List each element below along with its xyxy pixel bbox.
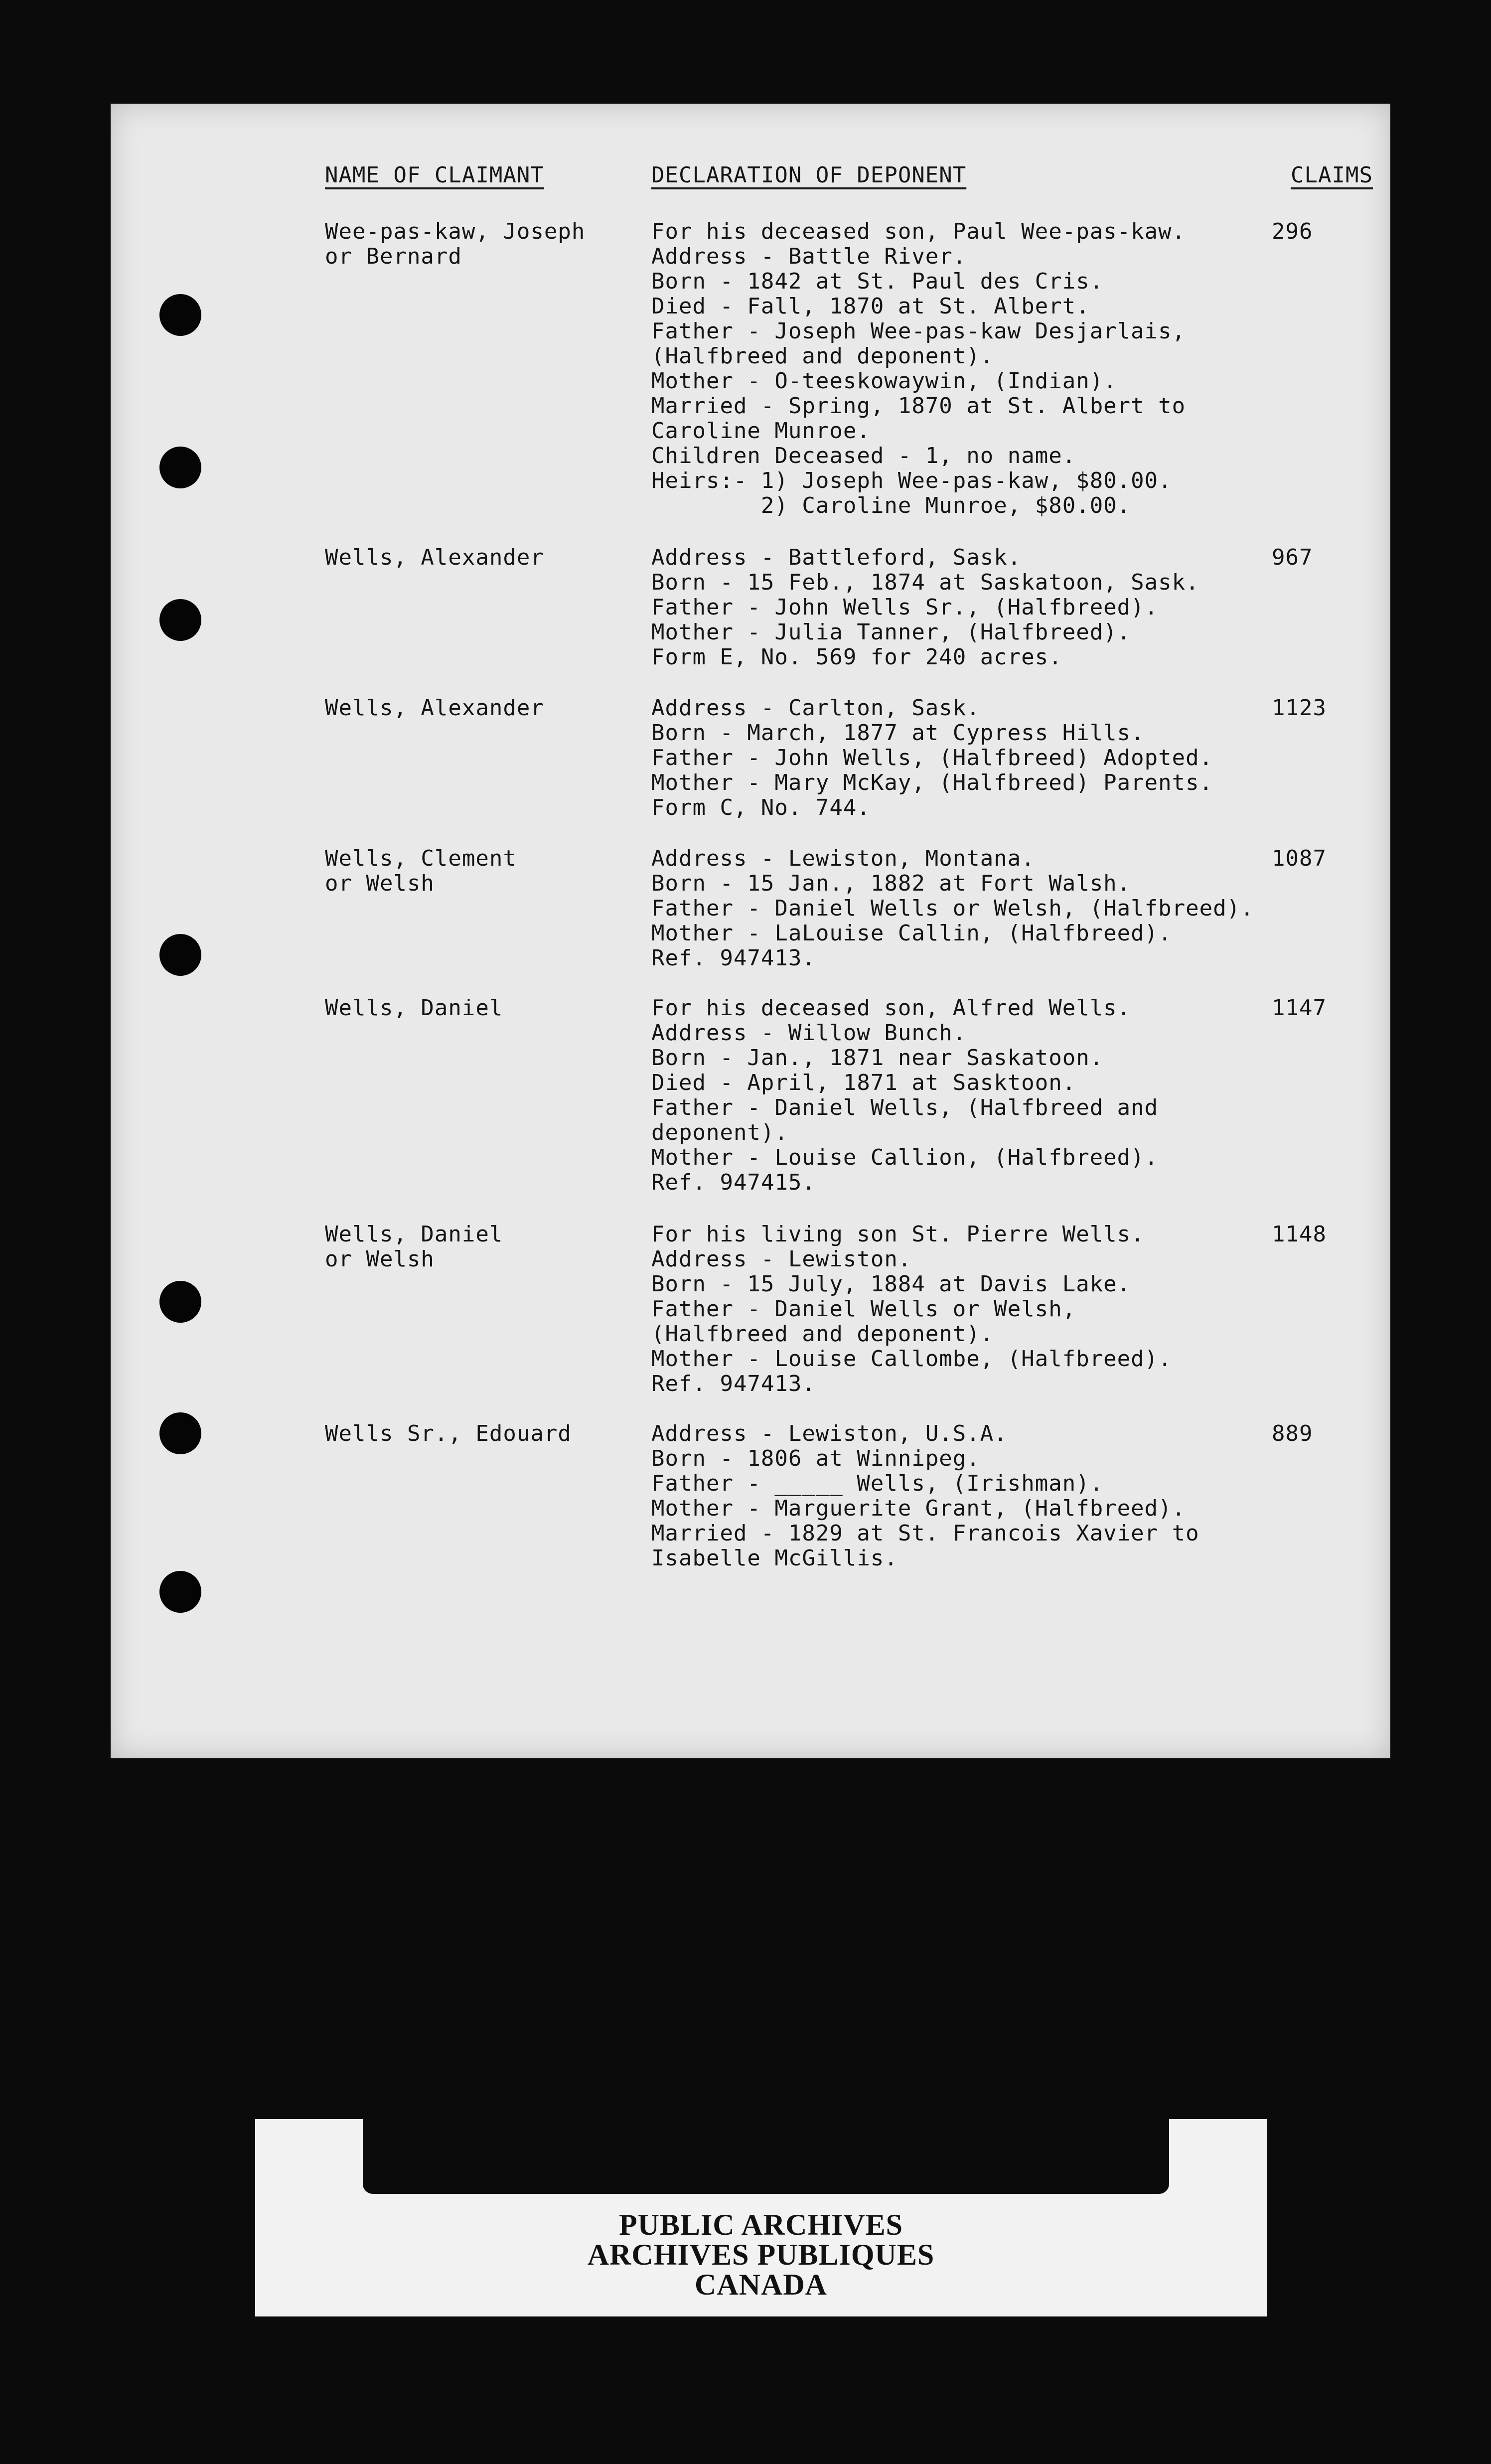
declaration-text — [651, 996, 1274, 1195]
declaration-text — [651, 545, 1274, 670]
declaration-line: Died - April, 1871 at Sasktoon. — [651, 1070, 1076, 1095]
claimant-name — [325, 696, 644, 721]
declaration-line: Address - Battle River. — [651, 244, 967, 269]
declaration-line: Caroline Munroe. — [651, 418, 871, 444]
declaration-line: Children Deceased - 1, no name. — [651, 443, 1076, 468]
claim-number: 1087 — [1272, 846, 1327, 871]
claimant-name-line: or Bernard — [325, 244, 462, 269]
claimant-name-line: Wells, Clement — [325, 846, 517, 871]
claimant-name — [325, 996, 644, 1021]
declaration-line: Ref. 947415. — [651, 1170, 816, 1195]
declaration-line: Father - John Wells Sr., (Halfbreed). — [651, 595, 1159, 620]
claimant-name — [325, 1421, 644, 1446]
claimant-name-line: Wells Sr., Edouard — [325, 1421, 572, 1446]
declaration-line: Born - 1806 at Winnipeg. — [651, 1446, 980, 1471]
declaration-line: deponent). — [651, 1120, 788, 1145]
claimant-name — [325, 545, 644, 570]
declaration-text — [651, 1421, 1274, 1571]
header-claims: CLAIMS — [1291, 162, 1373, 188]
claim-number: 1147 — [1272, 995, 1327, 1021]
claim-column — [1272, 996, 1351, 1021]
declaration-line: Born - 1842 at St. Paul des Cris. — [651, 269, 1104, 294]
claim-number: 967 — [1272, 545, 1313, 570]
header-declaration-of-deponent: DECLARATION OF DEPONENT — [651, 162, 967, 188]
declaration-text — [651, 219, 1274, 518]
claim-column — [1272, 696, 1351, 721]
declaration-line: Heirs:- 1) Joseph Wee-pas-kaw, $80.00. — [651, 468, 1172, 493]
declaration-line: Born - March, 1877 at Cypress Hills. — [651, 720, 1145, 746]
declaration-line: Born - Jan., 1871 near Saskatoon. — [651, 1045, 1104, 1071]
declaration-text — [651, 846, 1274, 971]
claimant-name-line: Wells, Daniel — [325, 1222, 503, 1247]
binder-hole — [159, 934, 201, 976]
declaration-line: Mother - O-teeskowaywin, (Indian). — [651, 368, 1117, 394]
declaration-line: Born - 15 Jan., 1882 at Fort Walsh. — [651, 871, 1131, 896]
declaration-line: (Halfbreed and deponent). — [651, 1321, 994, 1347]
binder-hole — [159, 1412, 201, 1454]
declaration-line: Mother - Louise Callombe, (Halfbreed). — [651, 1346, 1172, 1372]
declaration-line: Born - 15 July, 1884 at Davis Lake. — [651, 1271, 1131, 1297]
claimant-name — [325, 846, 644, 896]
declaration-line: Mother - Louise Callion, (Halfbreed). — [651, 1145, 1159, 1170]
claimant-name — [325, 219, 644, 269]
stamp-text — [255, 2210, 1267, 2300]
declaration-line: Mother - Marguerite Grant, (Halfbreed). — [651, 1496, 1186, 1521]
claim-column — [1272, 219, 1351, 244]
declaration-line: Form C, No. 744. — [651, 795, 871, 820]
archives-stamp — [255, 2119, 1267, 2316]
claimant-name-line: Wee-pas-kaw, Joseph — [325, 219, 586, 244]
declaration-line: Father - _____ Wells, (Irishman). — [651, 1471, 1104, 1496]
declaration-line: Ref. 947413. — [651, 945, 816, 971]
claim-column — [1272, 1421, 1351, 1446]
stamp-line: CANADA — [695, 2268, 827, 2301]
declaration-line: Mother - LaLouise Callin, (Halfbreed). — [651, 921, 1172, 946]
declaration-line: Address - Lewiston. — [651, 1246, 912, 1272]
binder-hole — [159, 447, 201, 488]
claimant-name-line: Wells, Alexander — [325, 545, 544, 570]
declaration-line: Born - 15 Feb., 1874 at Saskatoon, Sask. — [651, 570, 1199, 595]
declaration-line: Ref. 947413. — [651, 1371, 816, 1396]
binder-hole — [159, 599, 201, 641]
declaration-line: Father - Daniel Wells or Welsh, — [651, 1296, 1076, 1322]
binder-hole — [159, 1571, 201, 1613]
declaration-line: Address - Willow Bunch. — [651, 1020, 967, 1046]
claimant-name-line: Wells, Daniel — [325, 995, 503, 1021]
declaration-line: For his deceased son, Alfred Wells. — [651, 995, 1131, 1021]
stamp-line: PUBLIC ARCHIVES — [618, 2208, 903, 2241]
declaration-line: Mother - Mary McKay, (Halfbreed) Parents. — [651, 770, 1213, 795]
declaration-line: Isabelle McGillis. — [651, 1545, 898, 1571]
declaration-line: For his deceased son, Paul Wee-pas-kaw. — [651, 219, 1186, 244]
stamp-notch — [363, 2119, 1169, 2194]
declaration-line: Married - Spring, 1870 at St. Albert to — [651, 393, 1186, 419]
declaration-line: Form E, No. 569 for 240 acres. — [651, 644, 1062, 670]
declaration-line: Address - Battleford, Sask. — [651, 545, 1022, 570]
declaration-line: Father - John Wells, (Halfbreed) Adopted. — [651, 745, 1213, 770]
claim-column — [1272, 846, 1351, 871]
declaration-line: Address - Lewiston, Montana. — [651, 846, 1035, 871]
claimant-name-line: or Welsh — [325, 871, 435, 896]
declaration-line: Father - Daniel Wells, (Halfbreed and — [651, 1095, 1159, 1120]
declaration-line: Father - Daniel Wells or Welsh, (Halfbreed). — [651, 896, 1254, 921]
declaration-line: Address - Carlton, Sask. — [651, 695, 980, 721]
declaration-line: Address - Lewiston, U.S.A. — [651, 1421, 1008, 1446]
declaration-line: Father - Joseph Wee-pas-kaw Desjarlais, — [651, 318, 1186, 344]
declaration-line: Married - 1829 at St. Francois Xavier to — [651, 1521, 1199, 1546]
declaration-text — [651, 1222, 1274, 1396]
declaration-line: (Halfbreed and deponent). — [651, 343, 994, 369]
declaration-line: 2) Caroline Munroe, $80.00. — [651, 493, 1131, 518]
declaration-line: Mother - Julia Tanner, (Halfbreed). — [651, 619, 1131, 645]
header-name-of-claimant: NAME OF CLAIMANT — [325, 162, 544, 188]
claim-number: 1148 — [1272, 1222, 1327, 1247]
declaration-line: Died - Fall, 1870 at St. Albert. — [651, 294, 1090, 319]
stamp-line: ARCHIVES PUBLIQUES — [587, 2238, 935, 2271]
claimant-name-line: Wells, Alexander — [325, 695, 544, 721]
binder-hole — [159, 294, 201, 336]
claimant-name — [325, 1222, 644, 1272]
declaration-line: For his living son St. Pierre Wells. — [651, 1222, 1145, 1247]
claim-column — [1272, 545, 1351, 570]
claimant-name-line: or Welsh — [325, 1246, 435, 1272]
declaration-text — [651, 696, 1274, 820]
claim-number: 296 — [1272, 219, 1313, 244]
binder-hole — [159, 1281, 201, 1323]
claim-number: 1123 — [1272, 695, 1327, 721]
claim-number: 889 — [1272, 1421, 1313, 1446]
document-page — [111, 104, 1390, 1758]
claim-column — [1272, 1222, 1351, 1247]
